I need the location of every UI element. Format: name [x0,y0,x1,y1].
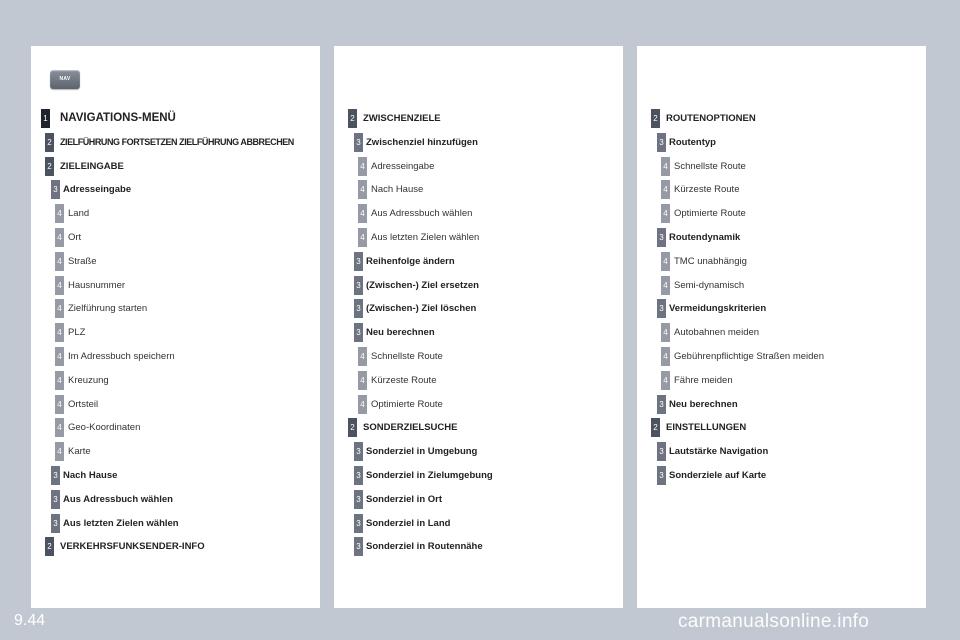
menu-row [334,323,619,343]
level-badge: 3 [354,537,363,556]
menu-item-label: Nach Hause [371,184,424,196]
menu-row [637,109,922,129]
menu-item-label: Gebührenpflichtige Straßen meiden [674,351,824,362]
menu-item-label: Kreuzung [68,374,109,386]
menu-row [31,490,316,510]
level-badge: 3 [657,442,666,461]
level-badge: 3 [657,466,666,485]
menu-item-label: VERKEHRSFUNKSENDER-INFO [60,541,205,553]
menu-item-label: ZWISCHENZIELE [363,113,441,124]
level-badge: 4 [661,276,670,295]
level-badge: 4 [55,395,64,414]
level-badge: 2 [348,109,357,128]
watermark: carmanualsonline.info [678,611,870,632]
menu-item-label: Sonderziel in Land [366,517,451,529]
level-badge: 3 [657,299,666,318]
level-badge: 4 [358,228,367,247]
level-badge: 3 [51,180,60,199]
menu-row [334,371,619,391]
level-badge: 3 [354,252,363,271]
level-badge: 3 [354,299,363,318]
menu-item-label: EINSTELLUNGEN [666,422,747,434]
level-badge: 3 [657,228,666,247]
menu-item-label: Sonderziele auf Karte [669,470,767,481]
menu-item-label: Sonderziel in Routennähe [366,541,483,553]
menu-row [31,228,316,248]
menu-panel-route-options [637,46,926,608]
level-badge: 4 [358,371,367,390]
menu-row [334,395,619,415]
menu-row [637,133,922,153]
level-badge: 4 [661,371,670,390]
menu-row [637,323,922,343]
menu-item-label: Karte [68,446,91,458]
menu-row [637,299,922,319]
level-badge: 4 [55,204,64,223]
menu-item-label: Ortsteil [68,398,99,410]
menu-row [31,395,316,415]
menu-item-label: Reihenfolge ändern [366,255,455,267]
level-badge: 2 [348,418,357,437]
menu-row [334,204,619,224]
menu-item-label: PLZ [68,327,86,339]
menu-row [31,157,316,177]
menu-item-label: Hausnummer [68,279,126,291]
menu-item-label: Land [68,208,90,220]
menu-row [31,299,316,319]
level-badge: 2 [651,418,660,437]
level-badge: 4 [358,347,367,366]
level-badge: 3 [354,323,363,342]
level-badge: 2 [651,109,660,128]
menu-item-label: Routentyp [669,136,716,148]
menu-item-label: Optimierte Route [674,208,746,220]
menu-item-label: Optimierte Route [371,398,443,410]
level-badge: 4 [661,347,670,366]
menu-row [31,442,316,462]
level-badge: 4 [55,252,64,271]
level-badge: 3 [354,466,363,485]
menu-row [334,347,619,367]
level-badge: 3 [51,490,60,509]
menu-item-label: Aus letzten Zielen wählen [63,517,179,529]
menu-item-label: Semi-dynamisch [674,279,745,291]
menu-item-label: Aus Adressbuch wählen [371,208,473,220]
menu-item-label: Vermeidungskriterien [669,303,767,315]
menu-row [31,252,316,272]
menu-item-label: Routendynamik [669,232,741,243]
menu-item-label: Adresseingabe [63,184,132,196]
level-badge: 4 [661,204,670,223]
menu-row [637,418,922,438]
menu-row [31,133,316,153]
menu-item-label: ROUTENOPTIONEN [666,113,756,124]
level-badge: 4 [358,157,367,176]
level-badge: 2 [45,157,54,176]
menu-row [31,323,316,343]
menu-row [637,395,922,415]
level-badge: 4 [358,395,367,414]
menu-row [334,466,619,486]
level-badge: 4 [55,418,64,437]
menu-panel-navigation [31,46,320,608]
menu-row [31,180,316,200]
nav-button-icon [50,70,80,89]
menu-row [637,252,922,272]
menu-item-label: Neu berechnen [366,327,435,339]
menu-item-label: Aus letzten Zielen wählen [371,232,480,243]
menu-item-label: ZIELEINGABE [60,160,124,172]
menu-item-label: Kürzeste Route [674,184,740,196]
menu-row [637,228,922,248]
menu-item-label: Adresseingabe [371,160,435,172]
menu-row [334,228,619,248]
menu-row [31,109,316,129]
menu-row [31,276,316,296]
menu-item-label: Geo-Koordinaten [68,422,141,434]
menu-row [334,157,619,177]
level-badge: 1 [41,109,50,128]
nav-icon-label: NAV [59,76,71,82]
menu-item-label: Schnellste Route [674,160,746,172]
menu-item-label: Autobahnen meiden [674,327,760,339]
level-badge: 3 [354,514,363,533]
menu-panel-waypoints [334,46,623,608]
menu-row [334,490,619,510]
level-badge: 4 [55,276,64,295]
level-badge: 4 [661,157,670,176]
menu-row [334,418,619,438]
menu-item-label: Kürzeste Route [371,374,437,386]
menu-row [334,514,619,534]
menu-row [334,276,619,296]
level-badge: 4 [358,204,367,223]
level-badge: 2 [45,537,54,556]
level-badge: 3 [354,276,363,295]
menu-item-label: Schnellste Route [371,351,443,362]
level-badge: 3 [51,466,60,485]
menu-item-label: Straße [68,255,97,267]
menu-row [637,204,922,224]
level-badge: 2 [45,133,54,152]
level-badge: 3 [657,395,666,414]
menu-row [334,252,619,272]
level-badge: 4 [55,347,64,366]
level-badge: 3 [354,442,363,461]
level-badge: 4 [358,180,367,199]
level-badge: 3 [657,133,666,152]
menu-row [637,442,922,462]
menu-row [31,418,316,438]
menu-row [334,180,619,200]
menu-row [334,299,619,319]
menu-row [31,347,316,367]
menu-row [31,466,316,486]
level-badge: 4 [55,299,64,318]
menu-row [637,157,922,177]
level-badge: 4 [55,228,64,247]
menu-row [31,537,316,557]
level-badge: 3 [354,133,363,152]
menu-row [31,514,316,534]
menu-item-label: NAVIGATIONS-MENÜ [60,112,176,124]
menu-item-label: SONDERZIELSUCHE [363,422,458,434]
menu-row [334,442,619,462]
menu-item-label: Lautstärke Navigation [669,446,769,458]
menu-row [637,371,922,391]
menu-item-label: (Zwischen-) Ziel ersetzen [366,279,479,291]
menu-row [637,276,922,296]
menu-item-label: TMC unabhängig [674,255,747,267]
page-number: 9.44 [14,612,46,629]
level-badge: 4 [661,180,670,199]
level-badge: 4 [55,442,64,461]
menu-item-label: Sonderziel in Ort [366,493,443,505]
menu-item-label: Zielführung starten [68,303,148,315]
menu-item-label: Neu berechnen [669,398,738,410]
menu-item-label: Im Adressbuch speichern [68,351,175,362]
menu-item-label: (Zwischen-) Ziel löschen [366,303,477,315]
menu-row [334,109,619,129]
menu-row [637,347,922,367]
level-badge: 4 [661,252,670,271]
level-badge: 3 [354,490,363,509]
menu-item-label: Nach Hause [63,470,118,481]
menu-item-label: Zwischenziel hinzufügen [366,136,478,148]
menu-item-label: ZIELFÜHRUNG FORTSETZEN ZIELFÜHRUNG ABBRECHEN [60,136,294,147]
level-badge: 4 [661,323,670,342]
level-badge: 4 [55,323,64,342]
menu-row [334,537,619,557]
menu-item-label: Ort [68,232,82,243]
menu-row [334,133,619,153]
menu-row [637,180,922,200]
menu-row [31,371,316,391]
menu-row [31,204,316,224]
menu-item-label: Sonderziel in Zielumgebung [366,470,493,481]
level-badge: 3 [51,514,60,533]
menu-item-label: Sonderziel in Umgebung [366,446,478,458]
level-badge: 4 [55,371,64,390]
menu-item-label: Fähre meiden [674,374,733,386]
menu-item-label: Aus Adressbuch wählen [63,493,173,505]
menu-row [637,466,922,486]
